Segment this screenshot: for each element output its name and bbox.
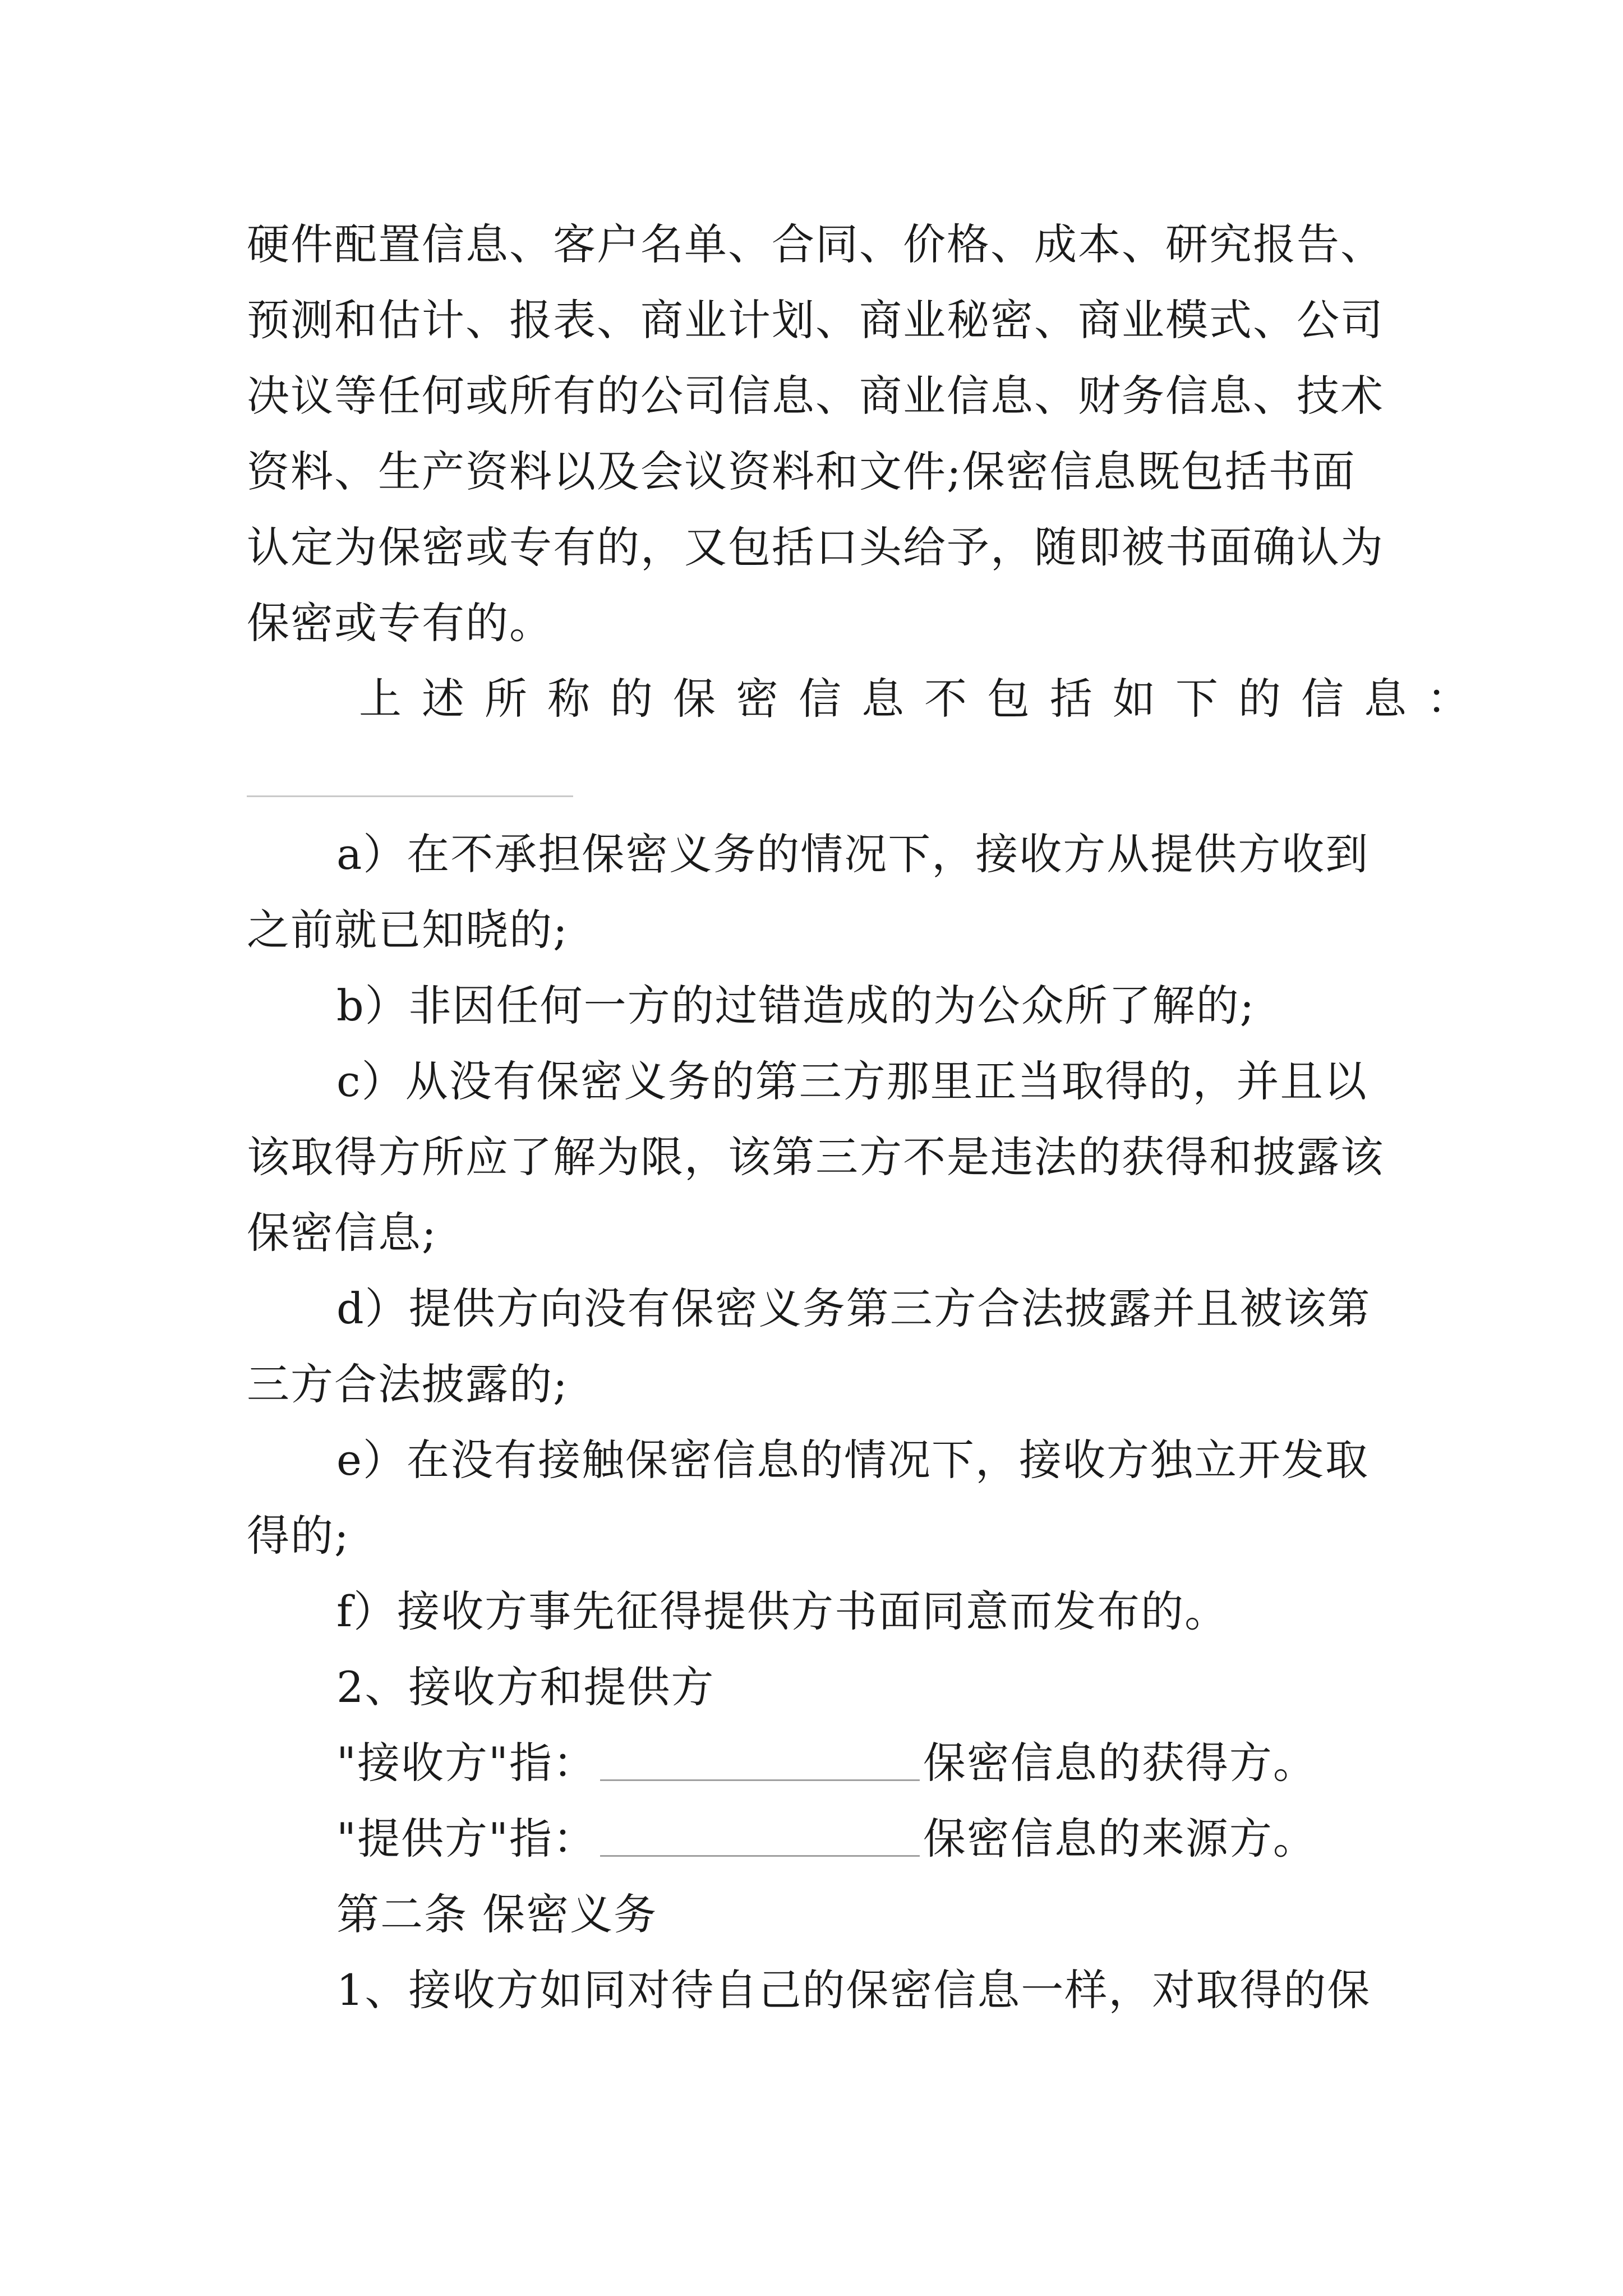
receiver-blank-line bbox=[600, 1740, 920, 1781]
divider-rule bbox=[247, 795, 573, 797]
exclusion-d-line-1: d）提供方向没有保密义务第三方合法披露并且被该第 bbox=[336, 1283, 1371, 1333]
definition-line-6: 保密或专有的。 bbox=[247, 598, 553, 648]
definition-line-2: 预测和估计、报表、商业计划、商业秘密、商业模式、公司 bbox=[247, 295, 1384, 345]
provider-definition bbox=[336, 1811, 1317, 1867]
exclusion-c-line-1: c）从没有保密义务的第三方那里正当取得的，并且以 bbox=[336, 1056, 1368, 1106]
exclusion-f: f）接收方事先征得提供方书面同意而发布的。 bbox=[336, 1586, 1229, 1636]
section-2-heading: 2、接收方和提供方 bbox=[336, 1662, 715, 1712]
provider-blank-line bbox=[600, 1816, 920, 1857]
exclusion-b: b）非因任何一方的过错造成的为公众所了解的; bbox=[336, 981, 1256, 1030]
exclusion-d-line-2: 三方合法披露的; bbox=[247, 1359, 569, 1409]
exclusion-c-line-3: 保密信息; bbox=[247, 1208, 437, 1258]
definition-line-1: 硬件配置信息、客户名单、合同、价格、成本、研究报告、 bbox=[247, 219, 1384, 269]
receiver-label: "接收方"指： bbox=[336, 1738, 597, 1788]
provider-label: "提供方"指： bbox=[336, 1814, 597, 1864]
provider-description: 保密信息的来源方。 bbox=[923, 1814, 1317, 1864]
article-2-item-1: 1、接收方如同对待自己的保密信息一样，对取得的保 bbox=[336, 1965, 1371, 2015]
definition-line-4: 资料、生产资料以及会议资料和文件;保密信息既包括书面 bbox=[247, 447, 1356, 496]
definition-line-3: 决议等任何或所有的公司信息、商业信息、财务信息、技术 bbox=[247, 371, 1384, 421]
exclusion-c-line-2: 该取得方所应了解为限，该第三方不是违法的获得和披露该 bbox=[247, 1132, 1384, 1182]
exclusion-intro: 上述所称的保密信息不包括如下的信息： bbox=[359, 674, 1490, 724]
definition-line-5: 认定为保密或专有的，又包括口头给予，随即被书面确认为 bbox=[247, 522, 1384, 572]
exclusion-a-line-1: a）在不承担保密义务的情况下，接收方从提供方收到 bbox=[336, 829, 1370, 879]
exclusion-e-line-2: 得的; bbox=[247, 1511, 350, 1561]
article-2-heading: 第二条 保密义务 bbox=[336, 1889, 658, 1939]
exclusion-a-line-2: 之前就已知晓的; bbox=[247, 905, 569, 955]
exclusion-e-line-1: e）在没有接触保密信息的情况下，接收方独立开发取 bbox=[336, 1435, 1369, 1485]
receiver-description: 保密信息的获得方。 bbox=[923, 1738, 1317, 1788]
receiver-definition bbox=[336, 1735, 1317, 1791]
